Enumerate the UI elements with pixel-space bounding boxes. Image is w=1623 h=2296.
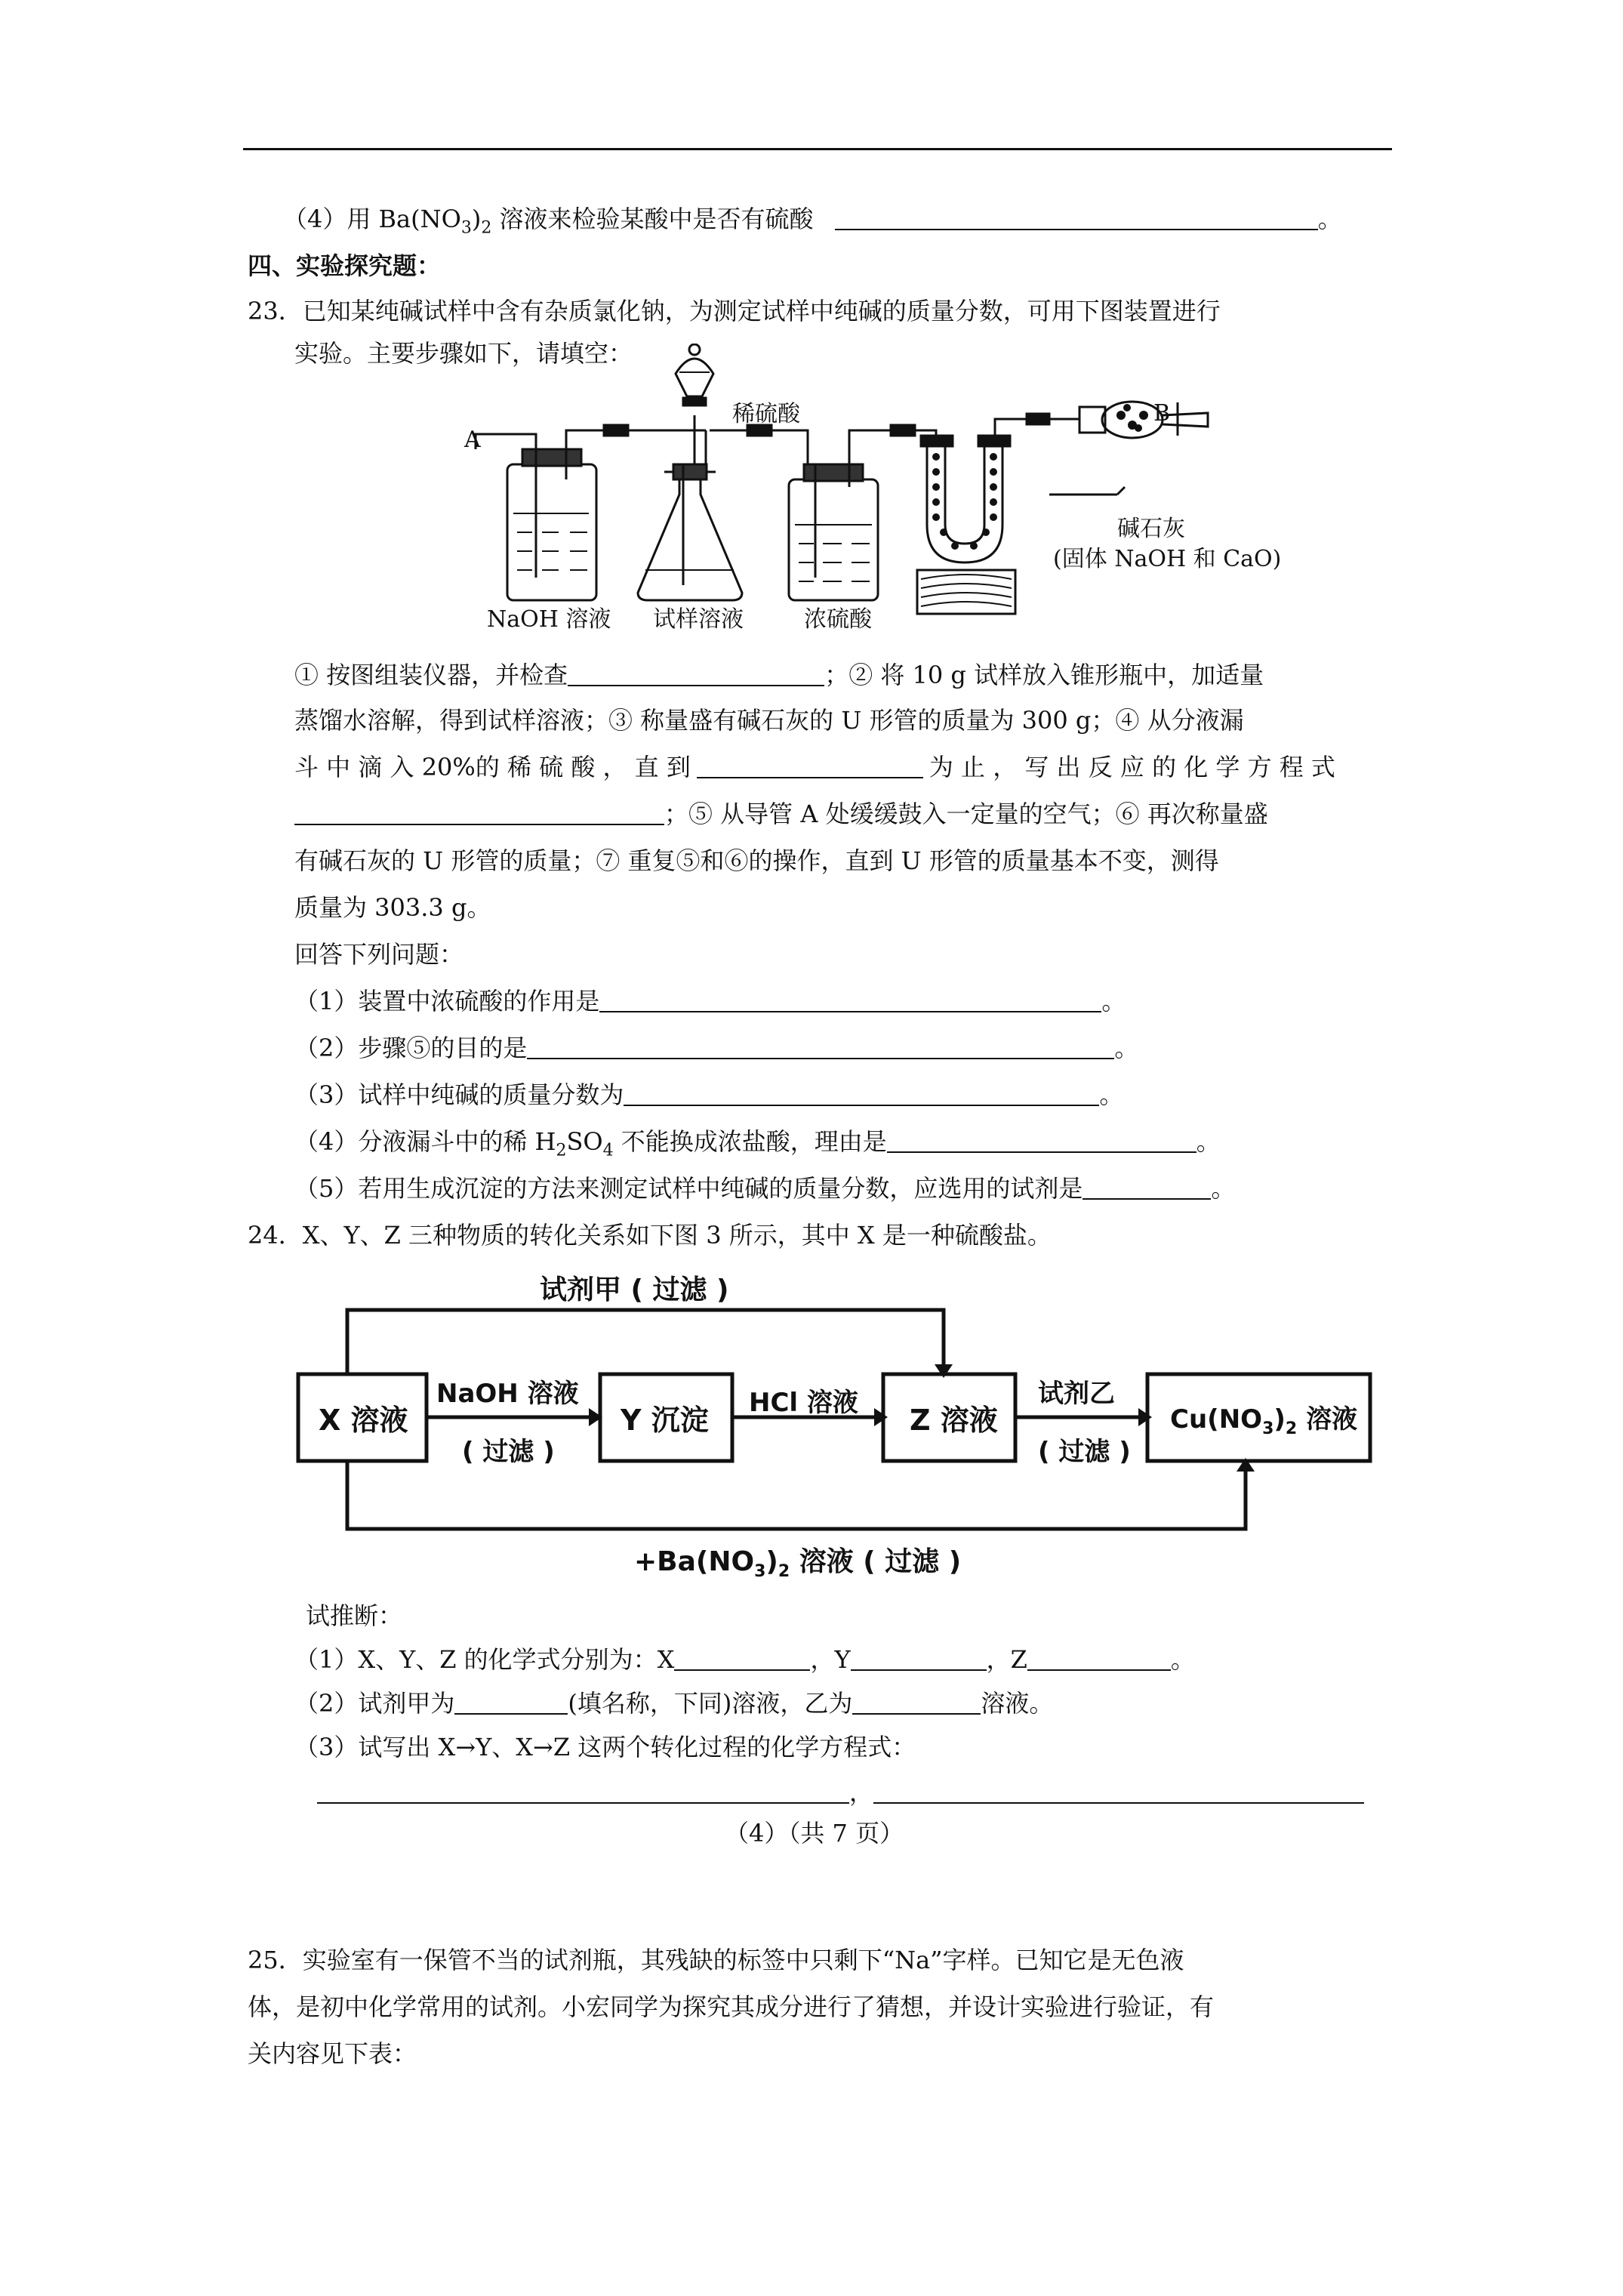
answer-blank[interactable] [599,985,1101,1012]
label-b: B [1153,400,1171,427]
q24-question3: （3）试写出 X→Y、X→Z 这两个转化过程的化学方程式： [294,1733,916,1761]
answer-blank[interactable] [887,1126,1196,1153]
answer-blank[interactable] [624,1079,1099,1106]
q24-equation-blanks: ， [317,1776,1364,1809]
q23-step-line3: 斗 中 滴 入 20%的 稀 硫 酸 ， 直 到 为 止 ， 写 出 反 应 的 化 学 方 程 式 [294,753,1335,781]
page-footer: （4）（共 7 页） [725,1819,904,1848]
answer-blank[interactable] [527,1032,1114,1059]
answer-blank[interactable] [835,203,1318,230]
answer-blank[interactable] [454,1687,568,1715]
q23-answer-intro: 回答下列问题： [294,940,464,969]
label-sample: 试样溶液 [653,606,744,633]
label-dilute-acid: 稀硫酸 [732,401,800,427]
label-soda-lime: 碱石灰 [1117,516,1185,542]
label-naoh: NaOH 溶液 [487,606,611,633]
q23-intro-line2: 实验。主要步骤如下，请填空： [294,339,633,368]
q23-question5: （5）若用生成沉淀的方法来测定试样中纯碱的质量分数，应选用的试剂是 。 [294,1174,1236,1203]
answer-blank[interactable] [697,751,923,778]
label-conc-acid: 浓硫酸 [804,606,872,633]
q23-intro-line1: 23．已知某纯碱试样中含有杂质氯化钠，为测定试样中纯碱的质量分数，可用下图装置进行 [248,297,1221,325]
flow-arrow3-bottom: ( 过滤 ) [1038,1437,1131,1467]
q25-line2: 体，是初中化学常用的试剂。小宏同学为探究其成分进行了猜想，并设计实验进行验证，有 [248,1992,1215,2021]
q25-line3: 关内容见下表： [248,2039,417,2068]
q23-step-line2: 蒸馏水溶解，得到试样溶液；③ 称量盛有碱石灰的 U 形管的质量为 300 g；④ 从分液漏 [294,706,1244,735]
answer-blank[interactable] [568,659,824,686]
q24-question2: （2）试剂甲为 (填名称，下同)溶液，乙为 溶液。 [294,1689,1054,1718]
q23-question2: （2）步骤⑤的目的是 。 [294,1034,1139,1062]
q24-infer: 试推断： [306,1601,403,1630]
flow-box-y-label: Y 沉淀 [621,1404,709,1437]
section-title: 四、实验探究题： [248,251,442,280]
q23-question3: （3）试样中纯碱的质量分数为 。 [294,1080,1124,1109]
q23-step-line1: ① 按图组装仪器，并检查 ；② 将 10 g 试样放入锥形瓶中，加适量 [294,661,1264,689]
q23-step-line6: 质量为 303.3 g。 [294,893,491,922]
q22-item4: （4）用 $Ba(NO_3)_2$ 溶液来检验某酸中是否有硫酸 。 [283,205,1342,238]
q23-question1: （1）装置中浓硫酸的作用是 。 [294,987,1126,1015]
flow-box-cu-label: $Cu(NO_3)_2$ 溶液 [1170,1404,1358,1438]
flow-arrow2-top: HCl 溶液 [749,1388,858,1418]
q23-step-line4: ；⑤ 从导管 A 处缓缓鼓入一定量的空气；⑥ 再次称量盛 [294,797,1268,831]
flow-box-z-label: Z 溶液 [910,1404,998,1437]
answer-blank[interactable] [317,1777,849,1804]
separatory-funnel [676,359,713,396]
flow-arrow1-bottom: ( 过滤 ) [462,1437,555,1467]
flow-top-label: 试剂甲 ( 过滤 ) [540,1274,729,1305]
apparatus-diagram [453,344,1298,630]
answer-blank[interactable] [674,1644,810,1671]
label-a: A [464,427,481,453]
answer-blank[interactable] [1027,1644,1171,1671]
answer-blank[interactable] [873,1777,1364,1804]
q24-question1: （1）X、Y、Z 的化学式分别为：X ，Y ，Z 。 [294,1645,1195,1674]
flow-arrow1-top: NaOH 溶液 [436,1379,579,1409]
header-rule [243,148,1392,150]
answer-blank[interactable] [1083,1173,1211,1200]
flow-arrow3-top: 试剂乙 [1038,1379,1115,1409]
q23-step-line5: 有碱石灰的 U 形管的质量；⑦ 重复⑤和⑥的操作，直到 U 形管的质量基本不变，测得 [294,846,1219,875]
answer-blank[interactable] [294,798,664,825]
flow-bottom-label: $+Ba(NO_3)_2$ 溶液 ( 过滤 ) [634,1546,962,1582]
flow-box-x-label: X 溶液 [319,1404,408,1437]
answer-blank[interactable] [851,1644,987,1671]
q24-intro: 24．X、Y、Z 三种物质的转化关系如下图 3 所示，其中 X 是一种硫酸盐。 [248,1221,1052,1250]
label-soda-lime-note: (固体 NaOH 和 CaO) [1053,546,1282,572]
answer-blank[interactable] [852,1687,981,1715]
q25-line1: 25．实验室有一保管不当的试剂瓶，其残缺的标签中只剩下“Na”字样。已知它是无色液 [248,1946,1184,1974]
q23-question4: （4）分液漏斗中的稀 $H_2SO_4$ 不能换成浓盐酸，理由是 。 [294,1127,1221,1160]
